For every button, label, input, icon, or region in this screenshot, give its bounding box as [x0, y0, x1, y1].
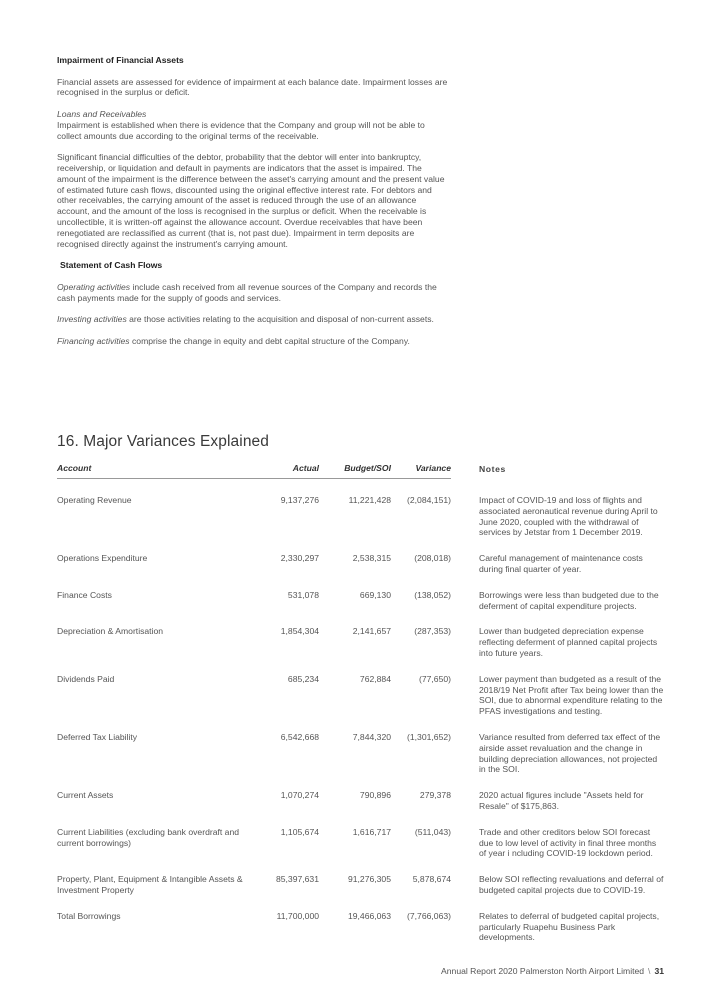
impairment-paragraph-3: Significant financial difficulties of the debtor, probability that the debtor will enter into bankruptcy, receivership, or liquidation and default in payments are indicators that the asset is impaired. The amount of the impairment is the difference between the asset's carrying amount and the present value of estimated future cash flows, discounted using the original effective interest rate. For debtors and other receivables, the carrying amount of the asset is reduced through the use of an allowance account, and the amount of the loss is recognised in the surplus or deficit. When the receivable is uncollectible, it is written-off against the allowance account. Overdue receivables that have been renegotiated are reclassified as current (that is, not past due). Impairment in term deposits are recognised directly against the instrument's carrying amount. — [57, 152, 445, 249]
financing-activities-paragraph — [57, 336, 449, 347]
cell-account: Deferred Tax Liability — [57, 731, 138, 742]
cell-note: Below SOI reflecting revaluations and deferral of budgeted capital projects due to COVID-19. — [479, 874, 664, 895]
cell-note: Trade and other creditors below SOI forecast due to low level of activity in final three months of year i ncluding COVID-19 lockdown period. — [479, 826, 657, 859]
cell-budget: 790,896 — [359, 790, 391, 801]
cell-variance: (287,353) — [414, 626, 451, 637]
table-row — [57, 495, 665, 553]
header-actual: Actual — [257, 462, 319, 479]
cell-variance: (1,301,652) — [407, 731, 451, 742]
cell-variance: (7,766,063) — [407, 910, 451, 921]
page-number: 31 — [654, 966, 664, 976]
cell-account: Total Borrowings — [57, 910, 121, 921]
cell-actual: 1,105,674 — [280, 826, 319, 837]
table-row — [57, 590, 665, 627]
cell-budget: 669,130 — [359, 589, 391, 600]
cell-account: Operations Expenditure — [57, 553, 148, 564]
cell-note: Impact of COVID-19 and loss of flights and associated aeronautical revenue during April to June 2020, coupled with the withdrawal of services by Jetstar from 1 December 2019. — [479, 495, 658, 538]
cell-account: Depreciation & Amortisation — [57, 626, 164, 637]
table-row — [57, 874, 665, 911]
table-body — [57, 479, 665, 959]
cell-actual: 531,078 — [287, 589, 319, 600]
cell-variance: 279,378 — [419, 790, 451, 801]
table-row — [57, 827, 665, 874]
cell-note: Borrowings were less than budgeted due to the deferment of capital expenditure projects. — [479, 589, 659, 611]
cell-actual: 85,397,631 — [275, 874, 319, 885]
table-row — [57, 790, 665, 827]
cell-note: Lower payment than budgeted as a result of the 2018/19 Net Profit after Tax being lower than the SOI, due to abnormal expenditure relating to the PFAS investigations and testing. — [479, 673, 664, 717]
cell-variance: (208,018) — [414, 553, 451, 564]
page-footer — [441, 966, 664, 976]
loans-receivables-heading: Loans and Receivables — [57, 108, 147, 119]
investing-activities-paragraph — [57, 314, 449, 325]
cash-flows-heading: Statement of Cash Flows — [60, 260, 163, 271]
cell-account: Current Assets — [57, 790, 114, 801]
impairment-heading: Impairment of Financial Assets — [57, 55, 184, 65]
impairment-paragraph-1: Financial assets are assessed for evidence of impairment at each balance date. Impairment losses are recognised in the surplus or deficit. — [57, 76, 448, 98]
cell-note: Careful management of maintenance costs during final quarter of year. — [479, 553, 643, 574]
table-row — [57, 674, 665, 732]
cell-variance: (138,052) — [414, 589, 451, 600]
cell-account: Current Liabilities (excluding bank overdraft and current borrowings) — [57, 826, 240, 848]
footer-separator: \ — [648, 966, 651, 976]
cell-budget: 91,276,305 — [347, 874, 391, 885]
cell-budget: 762,884 — [359, 673, 391, 684]
cell-note: Relates to deferral of budgeted capital projects, particularly Ruapehu Business Park developments. — [479, 910, 660, 943]
cell-note: Variance resulted from deferred tax effect of the airside asset revaluation and the change in building depreciation allowances, not projected in the SOI. — [479, 731, 661, 775]
cell-budget: 11,221,428 — [348, 495, 391, 505]
variances-table — [57, 462, 665, 958]
cell-account: Dividends Paid — [57, 673, 115, 684]
table-row — [57, 732, 665, 790]
financing-activities-term: Financing activities — [57, 335, 130, 346]
operating-activities-text: include cash received from all revenue sources of the Company and records the cash payments made for the supply of goods and services. — [57, 281, 437, 303]
table-row — [57, 626, 665, 673]
cell-budget: 2,538,315 — [352, 553, 391, 564]
operating-activities-paragraph — [57, 282, 449, 304]
accounting-policies-text — [57, 55, 449, 357]
section-title: 16. Major Variances Explained — [57, 433, 269, 450]
cell-budget: 2,141,657 — [352, 626, 391, 637]
cell-actual: 9,137,276 — [280, 495, 319, 505]
cell-variance: (2,084,151) — [407, 495, 451, 505]
investing-activities-text: are those activities relating to the acquisition and disposal of non-current assets. — [126, 314, 434, 325]
operating-activities-term: Operating activities — [57, 281, 131, 292]
cell-variance: (511,043) — [414, 826, 451, 837]
investing-activities-term: Investing activities — [57, 314, 127, 325]
header-variance: Variance — [391, 462, 451, 479]
header-notes: Notes — [479, 463, 506, 474]
cell-actual: 6,542,668 — [280, 731, 319, 742]
cell-actual: 2,330,297 — [280, 553, 319, 564]
cell-note: Lower than budgeted depreciation expense reflecting deferment of planned capital projects into future years. — [479, 626, 658, 658]
financing-activities-text: comprise the change in equity and debt capital structure of the Company. — [129, 335, 410, 346]
cell-actual: 11,700,000 — [276, 910, 319, 921]
cell-actual: 685,234 — [287, 673, 319, 684]
table-row — [57, 553, 665, 590]
cell-budget: 7,844,320 — [352, 731, 391, 742]
table-header-row — [57, 462, 665, 479]
table-spacer — [57, 479, 665, 496]
cell-actual: 1,854,304 — [280, 626, 319, 637]
table-row — [57, 911, 665, 958]
cell-budget: 19,466,063 — [347, 910, 391, 921]
cell-variance: (77,650) — [418, 673, 451, 684]
cell-actual: 1,070,274 — [280, 790, 319, 801]
cell-account: Property, Plant, Equipment & Intangible Assets & Investment Property — [57, 874, 243, 895]
cell-note: 2020 actual figures include "Assets held for Resale" of $175,863. — [479, 790, 644, 811]
cell-variance: 5,878,674 — [412, 874, 451, 885]
impairment-paragraph-2: Impairment is established when there is evidence that the Company and group will not be able to collect amounts due according to the original terms of the receivable. — [57, 119, 425, 141]
header-account: Account — [57, 462, 257, 479]
header-budget: Budget/SOI — [319, 462, 391, 479]
footer-report-title: Annual Report 2020 Palmerston North Airport Limited — [441, 966, 645, 976]
cell-account: Finance Costs — [57, 589, 112, 600]
cell-budget: 1,616,717 — [352, 826, 391, 837]
cell-account: Operating Revenue — [57, 495, 132, 505]
